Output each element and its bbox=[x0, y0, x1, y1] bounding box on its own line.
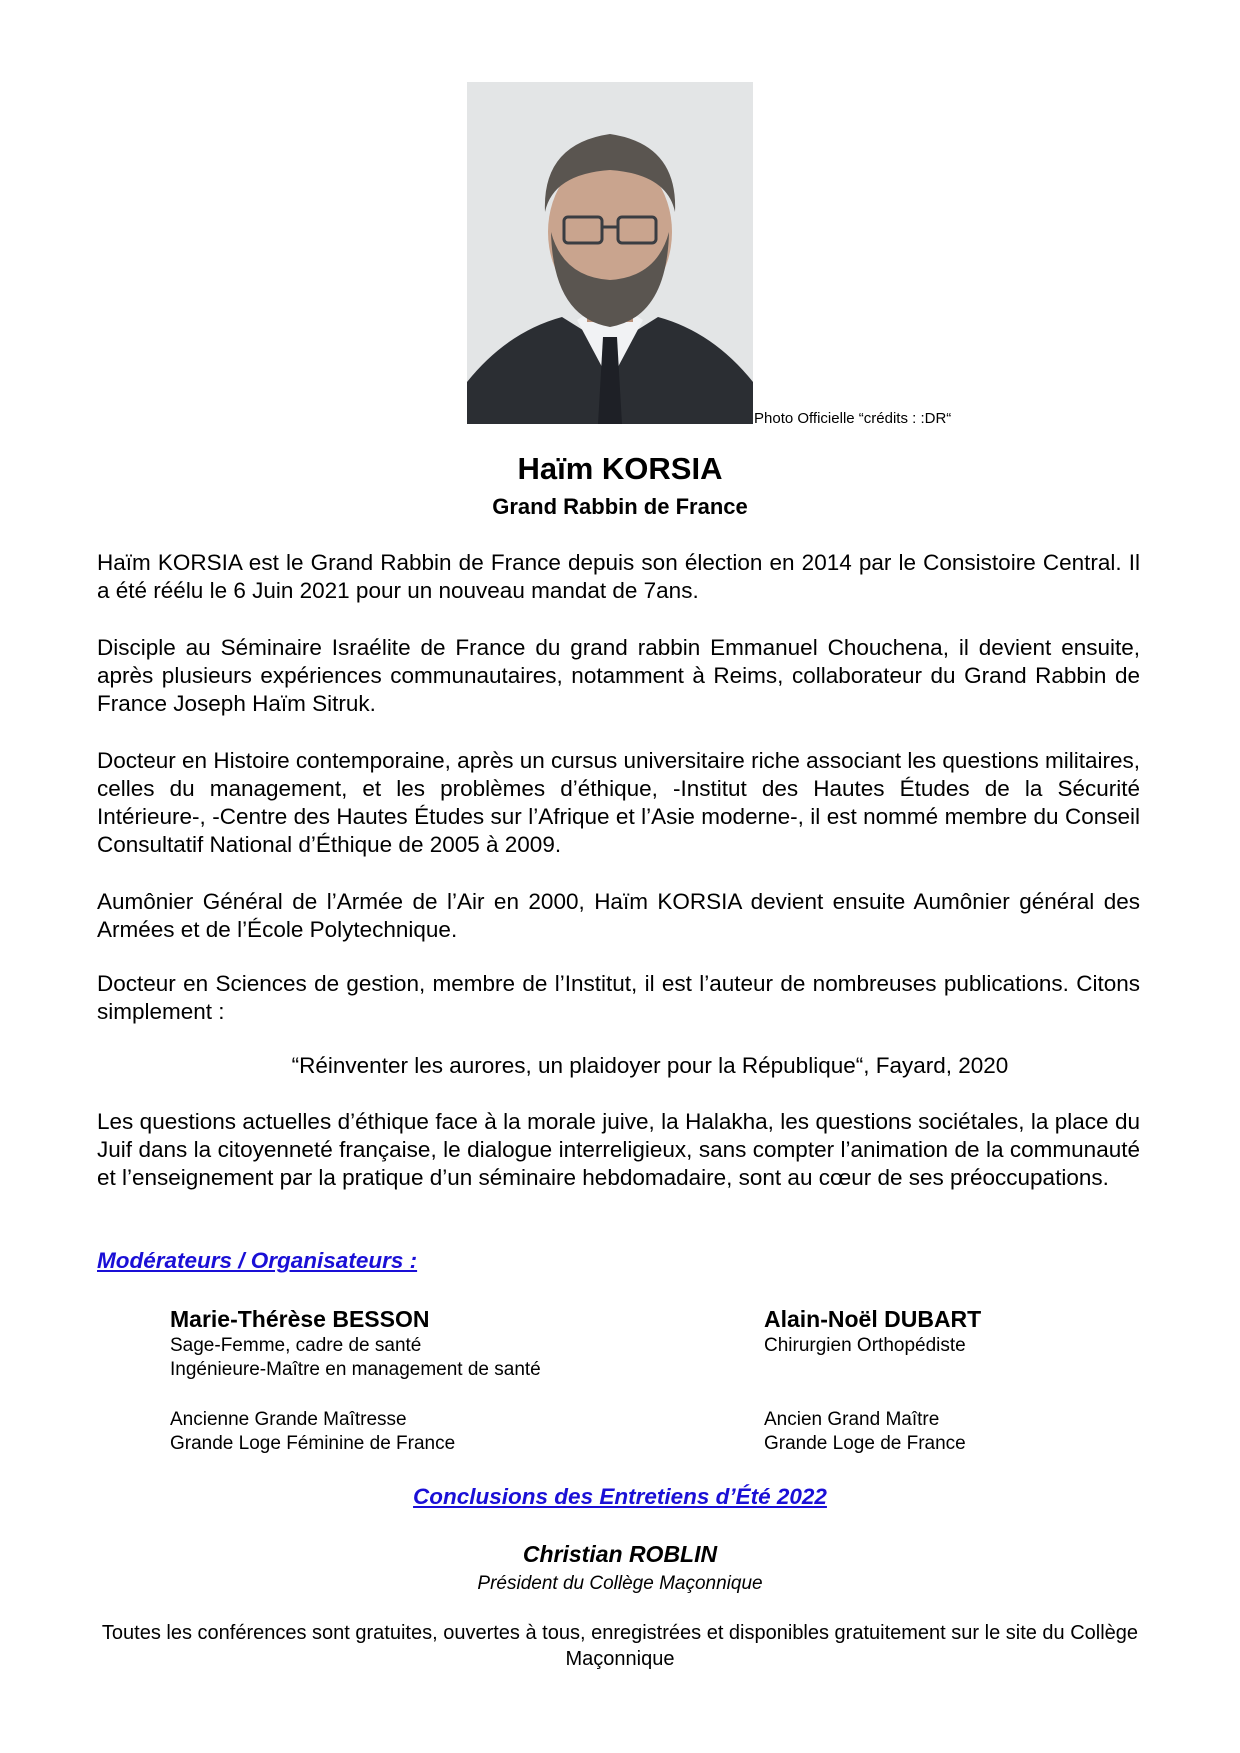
moderator-left-line: Grande Loge Féminine de France bbox=[170, 1433, 456, 1454]
closing-paragraph: Les questions actuelles d’éthique face à la morale juive, la Halakha, les questions sociétales, la place du Juif dans la citoyenneté française, le dialogue interreligieux, sans compter l’animation de la communauté et l’enseignement par la pratique d’un séminaire hebdomadaire, sont au cœur de ses préoccupations. bbox=[97, 1109, 1140, 1190]
conclusions-heading[interactable]: Conclusions des Entretiens d’Été 2022 bbox=[413, 1484, 827, 1509]
conclusions-speaker-role: Président du Collège Maçonnique bbox=[477, 1573, 763, 1594]
conclusions-speaker-name: Christian ROBLIN bbox=[522, 1541, 718, 1567]
bio-paragraph: Disciple au Séminaire Israélite de France du grand rabbin Emmanuel Chouchena, il devient ensuite, après plusieurs expériences communautaires, notamment à Reims, collaborateur du Grand Rabbin de France Joseph Haïm Sitruk. bbox=[97, 635, 1140, 716]
moderator-right-line: Grande Loge de France bbox=[764, 1433, 966, 1454]
moderator-left-line: Sage-Femme, cadre de santé bbox=[170, 1335, 422, 1356]
speaker-title: Grand Rabbin de France bbox=[492, 494, 748, 519]
moderator-left-line: Ancienne Grande Maîtresse bbox=[170, 1409, 407, 1430]
bio-paragraph: Haïm KORSIA est le Grand Rabbin de France depuis son élection en 2014 par le Consistoire Central. Il a été réélu le 6 Juin 2021 pour un nouveau mandat de 7ans. bbox=[97, 550, 1140, 603]
footer-note: Toutes les conférences sont gratuites, ouvertes à tous, enregistrées et disponibles gratuitement sur le site du Collège Maçonnique bbox=[101, 1622, 1139, 1670]
bio-paragraph: Docteur en Histoire contemporaine, après un cursus universitaire riche associant les questions militaires, celles du management, et les problèmes d’éthique, -Institut des Hautes Études de la Sécurité Intérieure-, -Centre des Hautes Études sur l’Afrique et l’Asie moderne-, il est nommé membre du Conseil Consultatif National d’Éthique de 2005 à 2009. bbox=[97, 748, 1140, 857]
moderator-right-name: Alain-Noël DUBART bbox=[764, 1306, 982, 1332]
moderators-heading[interactable]: Modérateurs / Organisateurs : bbox=[97, 1248, 418, 1273]
portrait-photo bbox=[467, 82, 753, 424]
book-quote: “Réinventer les aurores, un plaidoyer pour la République“, Fayard, 2020 bbox=[291, 1053, 1009, 1078]
moderator-right-line: Chirurgien Orthopédiste bbox=[764, 1335, 966, 1356]
moderator-right-line: Ancien Grand Maître bbox=[764, 1409, 940, 1430]
moderator-left-name: Marie-Thérèse BESSON bbox=[170, 1306, 430, 1332]
moderator-left-line: Ingénieure-Maître en management de santé bbox=[170, 1359, 541, 1380]
bio-paragraph: Aumônier Général de l’Armée de l’Air en 2000, Haïm KORSIA devient ensuite Aumônier général des Armées et de l’École Polytechnique. bbox=[97, 889, 1140, 942]
photo-credit: Photo Officielle “crédits : :DR“ bbox=[754, 410, 952, 427]
bio-paragraph: Docteur en Sciences de gestion, membre de l’Institut, il est l’auteur de nombreuses publications. Citons simplement : bbox=[97, 971, 1140, 1024]
speaker-name: Haïm KORSIA bbox=[517, 451, 723, 486]
